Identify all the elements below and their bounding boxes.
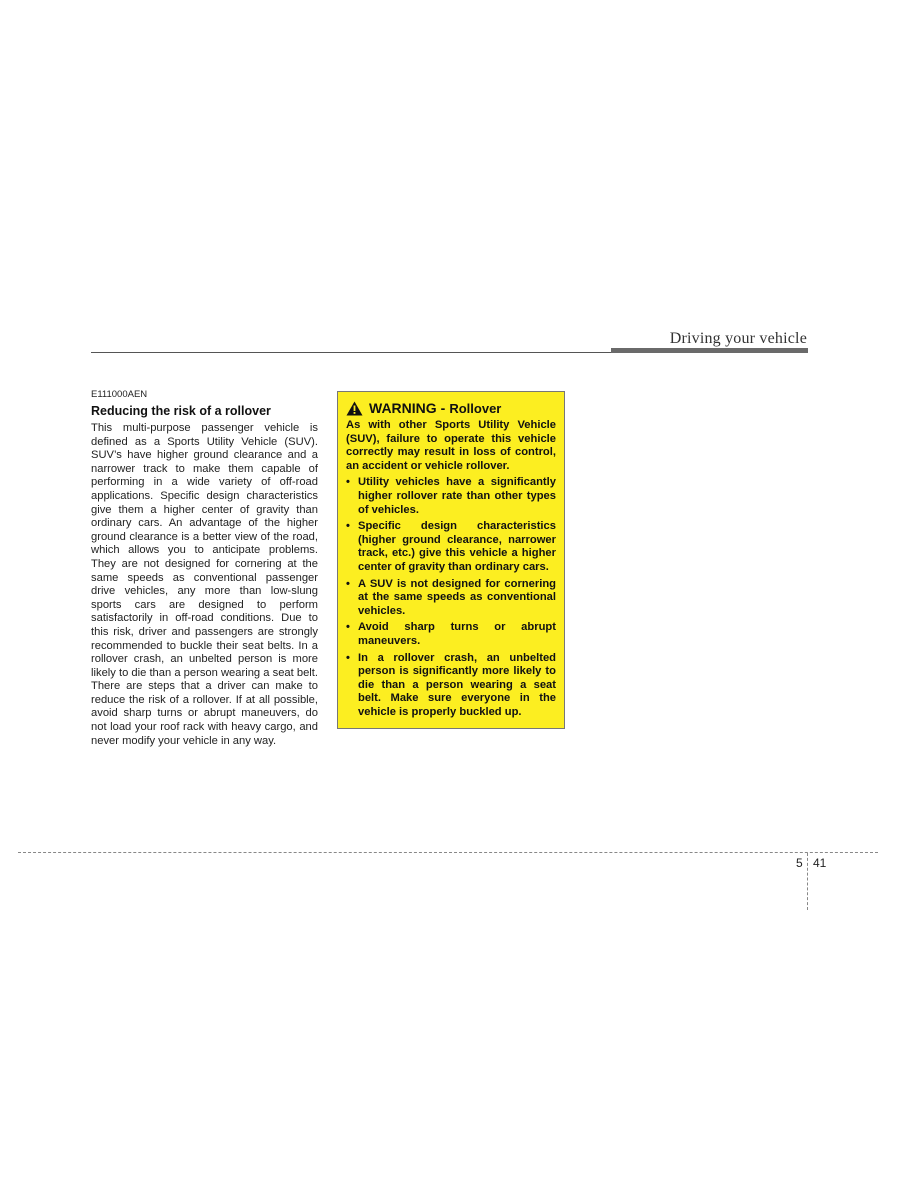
bullet: • [346,651,350,664]
warning-list [346,476,556,719]
warning-item-text: A SUV is not designed for cornering at the same speeds as conventional vehicles. [358,577,556,617]
bullet: • [346,520,350,533]
warning-item [346,520,556,574]
warning-item-text: Avoid sharp turns or abrupt maneuvers. [358,621,556,647]
warning-item [346,621,556,648]
page-number: 41 [813,856,827,870]
warning-item [346,652,556,720]
rollover-section [91,389,318,748]
bullet: • [346,577,350,590]
warning-item [346,476,556,517]
warning-title: WARNING [369,400,437,416]
warning-header [346,400,556,416]
warning-item [346,578,556,619]
bullet: • [346,621,350,634]
section-body: This multi-purpose passenger vehicle is defined as a Sports Utility Vehicle (SUV). SUV’s have higher ground clearance and a narrower track to make them capable of performing in a wide variety of off-road applications. Specific design characteristics give them a higher center of gravity than ordinary cars. An advantage of the higher ground clearance is a better view of the road, which allows you to anticipate problems. They are not designed for cornering at the same speeds as conventional passenger drive vehicles, any more than low-slung sports cars are designed to perform satisfactorily in off-road conditions. Due to this risk, driver and passengers are strongly recommended to buckle their seat belts. In a rollover crash, an unbelted person is more likely to die than a person wearing a seat belt. There are steps that a driver can make to reduce the risk of a rollover. If at all possible, avoid sharp turns or abrupt maneuvers, do not load your roof rack with heavy cargo, and never modify your vehicle in any way. [91,422,318,747]
header-rule-thick [611,348,808,353]
section-code: E111000AEN [91,389,148,400]
warning-box [337,391,565,729]
warning-intro: As with other Sports Utility Vehicle (SUV), failure to operate this vehicle correctly may result in loss of control, an accident or vehicle rollover. [346,419,556,472]
warning-item-text: In a rollover crash, an unbelted person is significantly more likely to die than a person wearing a seat belt. Make sure everyone in the vehicle is properly buckled up. [358,651,556,718]
footer-dashed-rule [18,852,878,853]
bullet: • [346,476,350,489]
warning-item-text: Specific design characteristics (higher ground clearance, narrower track, etc.) give this vehicle a higher center of gravity than ordinary cars. [358,520,556,573]
page-header-title: Driving your vehicle [669,330,807,347]
warning-separator: - [440,400,446,416]
warning-triangle-icon [346,401,363,416]
warning-topic: Rollover [449,400,502,416]
header-rule-thin [91,352,611,353]
chapter-number: 5 [796,856,803,870]
warning-item-text: Utility vehicles have a significantly higher rollover rate than other types of vehicles. [358,476,556,516]
section-heading: Reducing the risk of a rollover [91,404,271,418]
footer-dashed-divider [807,853,808,910]
